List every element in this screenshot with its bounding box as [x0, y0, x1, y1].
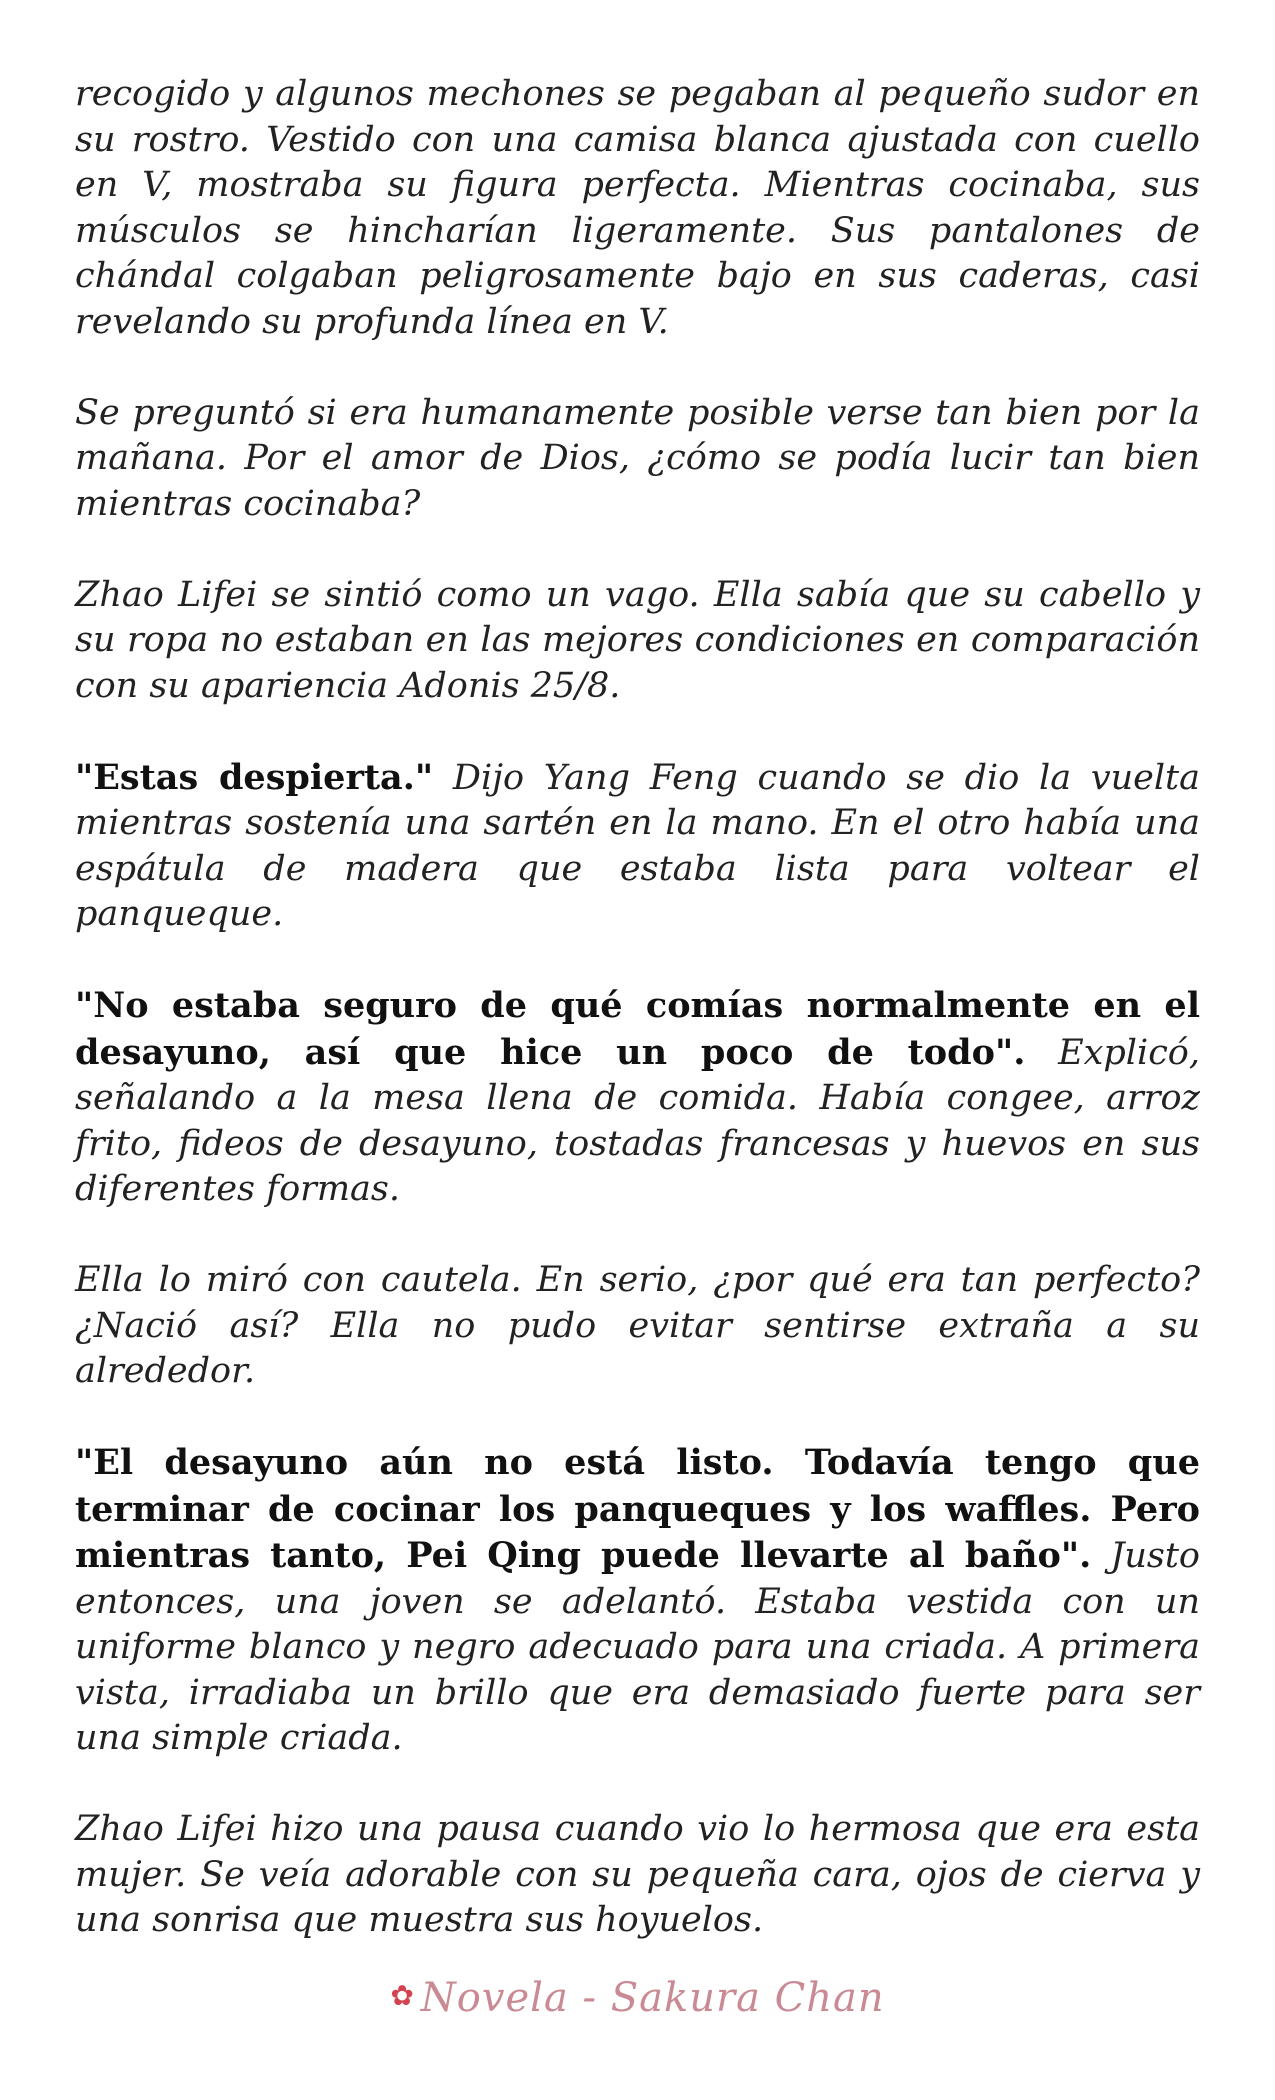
dialogue-text: "El desayuno aún no está listo. Todavía tengo que terminar de cocinar los panqueques y los waffles. Pero mientras tanto, Pei Qing puede llevarte al baño". [75, 1442, 1200, 1576]
dialogue-text: "No estaba seguro de qué comías normalmente en el desayuno, así que hice un poco de todo". [75, 985, 1200, 1073]
paragraph-7 [75, 1440, 1200, 1762]
dialogue-text: "Estas despierta." [75, 756, 434, 798]
paragraph-6 [75, 1258, 1200, 1395]
watermark [0, 1975, 1275, 2021]
narration-text: recogido y algunos mechones se pegaban al pequeño sudor en su rostro. Vestido con una camisa blanca ajustada con cuello en V, mostraba su figura perfecta. Mientras cocinaba, sus músculos se hincharían ligeramente. Sus pantalones de chándal colgaban peligrosamente bajo en sus caderas, casi revelando su profunda línea en V. [75, 74, 1200, 342]
narration-text: Dijo Yang Feng cuando se dio la vuelta mientras sostenía una sartén en la mano. En el otro había una espátula de madera que estaba lista para voltear el panqueque. [75, 757, 1200, 934]
paragraph-8 [75, 1807, 1200, 1944]
paragraph-5 [75, 983, 1200, 1213]
narration-text: Explicó, señalando a la mesa llena de comida. Había congee, arroz frito, fideos de desayuno, tostadas francesas y huevos en sus diferentes formas. [75, 1032, 1200, 1209]
narration-text: Ella lo miró con cautela. En serio, ¿por qué era tan perfecto? ¿Nació así? Ella no pudo evitar sentirse extraña a su alrededor. [75, 1260, 1200, 1391]
narration-text: Zhao Lifei hizo una pausa cuando vio lo hermosa que era esta mujer. Se veía adorable con su pequeña cara, ojos de cierva y una sonrisa que muestra sus hoyuelos. [75, 1809, 1200, 1940]
paragraph-2 [75, 391, 1200, 528]
sakura-flower-icon: ✿ [390, 1979, 415, 2012]
paragraph-1 [75, 72, 1200, 345]
narration-text: Justo entonces, una joven se adelantó. Estaba vestida con un uniforme blanco y negro adecuado para una criada. A primera vista, irradiaba un brillo que era demasiado fuerte para ser una simple criada. [75, 1536, 1200, 1758]
narration-text: Se preguntó si era humanamente posible verse tan bien por la mañana. Por el amor de Dios, ¿cómo se podía lucir tan bien mientras cocinaba? [75, 392, 1200, 524]
chapter-text [75, 72, 1200, 1989]
narration-text: Zhao Lifei se sintió como un vago. Ella sabía que su cabello y su ropa no estaban en las mejores condiciones en comparación con su apariencia Adonis 25/8. [75, 574, 1200, 706]
watermark-text: Novela - Sakura Chan [420, 1975, 885, 2021]
paragraph-3 [75, 573, 1200, 710]
paragraph-4 [75, 755, 1200, 938]
